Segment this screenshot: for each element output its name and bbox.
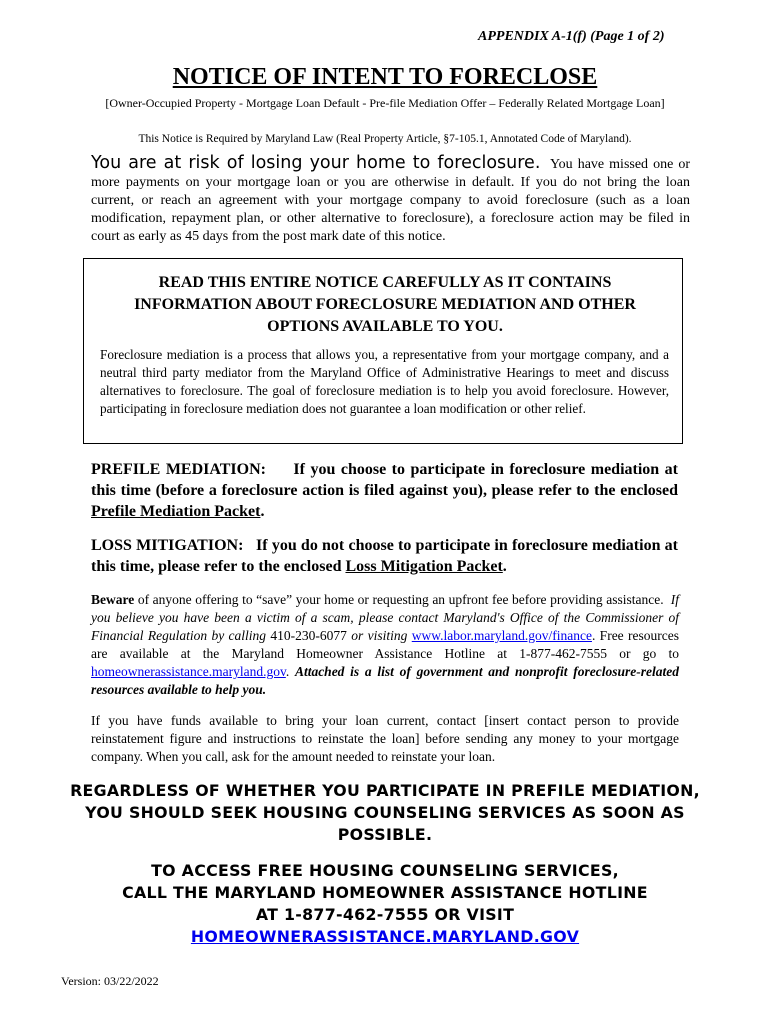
hotline-block bbox=[60, 860, 710, 948]
prefile-end: . bbox=[260, 503, 265, 520]
funds-paragraph: If you have funds available to bring your loan current, contact [insert contact person to provide reinstatement figure and instructions to reinstate the loan] before sending any money to your mortgage company. When you call, ask for the amount needed to reinstate your loan. bbox=[91, 713, 679, 764]
loss-end: . bbox=[502, 558, 507, 575]
notice-subtitle: [Owner-Occupied Property - Mortgage Loan Default - Pre-file Mediation Offer – Federally Related Mortgage Loan] bbox=[105, 96, 665, 110]
risk-body: You have missed one or more payments on your mortgage loan or you are otherwise in default. If you do not bring the loan current, or reach an agreement with your mortgage company to avoid foreclosure (such as a loan modification, repayment plan, or other alternative to foreclosure), a foreclosure action may be filed in court as early as 45 days from the post mark date of this notice. bbox=[91, 157, 691, 244]
prefile-packet-name: Prefile Mediation Packet bbox=[91, 503, 261, 520]
hotline-line-3: AT 1-877-462-7555 OR VISIT bbox=[255, 905, 515, 924]
beware-text-2: . Free resources are available at the Maryland Homeowner Assistance Hotline at 1-877-462-7555 or go to bbox=[91, 628, 680, 661]
resources-attached-note: Attached is a list of government and nonprofit foreclosure-related resources available to help you. bbox=[91, 664, 679, 697]
loss-mitigation-paragraph bbox=[91, 535, 678, 577]
appendix-label: APPENDIX A-1(f) (Page 1 of 2) bbox=[478, 29, 665, 44]
box-body: Foreclosure mediation is a process that allows you, a representative from your mortgage company, and a neutral third party mediator from the Maryland Office of Administrative Hearings to meet and discuss alternatives to foreclosure. The goal of foreclosure mediation is to help you avoid foreclosure. However, participating in foreclosure mediation does not guarantee a loan modification or other relief. bbox=[100, 347, 669, 416]
version-label: Version: 03/22/2022 bbox=[61, 974, 159, 988]
beware-text-3: . bbox=[285, 664, 290, 679]
loss-text: If you do not choose to participate in foreclosure mediation at this time, please refer to the enclosed bbox=[91, 537, 679, 575]
beware-italic-1: If you believe you have been a victim of a scam, please contact Maryland's Office of the Commissioner of Financial Regulation by calling bbox=[91, 592, 680, 643]
beware-paragraph bbox=[91, 591, 679, 699]
housing-counseling-heading: REGARDLESS OF WHETHER YOU PARTICIPATE IN PREFILE MEDIATION, YOU SHOULD SEEK HOUSING COUNSELING SERVICES AS SOON AS POSSIBLE. bbox=[70, 781, 700, 844]
labor-finance-link[interactable]: www.labor.maryland.gov/finance bbox=[411, 628, 592, 643]
prefile-label: PREFILE MEDIATION: bbox=[91, 461, 266, 478]
loss-label: LOSS MITIGATION: bbox=[91, 537, 244, 554]
box-heading: READ THIS ENTIRE NOTICE CAREFULLY AS IT CONTAINS INFORMATION ABOUT FORECLOSURE MEDIATION AND OTHER OPTIONS AVAILABLE TO YOU. bbox=[134, 274, 636, 335]
risk-lead: You are at risk of losing your home to foreclosure. bbox=[91, 153, 541, 173]
homeowner-assistance-link[interactable]: homeownerassistance.maryland.gov bbox=[91, 664, 286, 679]
page-title: NOTICE OF INTENT TO FORECLOSE bbox=[172, 64, 598, 90]
hotline-line-1: TO ACCESS FREE HOUSING COUNSELING SERVICES, bbox=[151, 861, 619, 880]
beware-lead: Beware bbox=[91, 592, 135, 607]
prefile-mediation-paragraph bbox=[91, 459, 678, 522]
hotline-website-link[interactable]: HOMEOWNERASSISTANCE.MARYLAND.GOV bbox=[190, 927, 580, 946]
required-by-law-note: This Notice is Required by Maryland Law (Real Property Article, §7-105.1, Annotated Code of Maryland). bbox=[138, 133, 632, 145]
risk-paragraph bbox=[91, 154, 690, 246]
beware-text-1: of anyone offering to “save” your home or requesting an upfront fee before providing assistance. bbox=[137, 592, 664, 607]
beware-italic-2: or visiting bbox=[351, 628, 408, 643]
loss-packet-name: Loss Mitigation Packet bbox=[345, 558, 503, 575]
prefile-text: If you choose to participate in foreclosure mediation at this time (before a foreclosure action is filed against you), please refer to the enclosed bbox=[91, 461, 679, 499]
commissioner-phone: 410-230-6077 bbox=[270, 628, 347, 643]
hotline-line-2: CALL THE MARYLAND HOMEOWNER ASSISTANCE HOTLINE bbox=[122, 883, 648, 902]
